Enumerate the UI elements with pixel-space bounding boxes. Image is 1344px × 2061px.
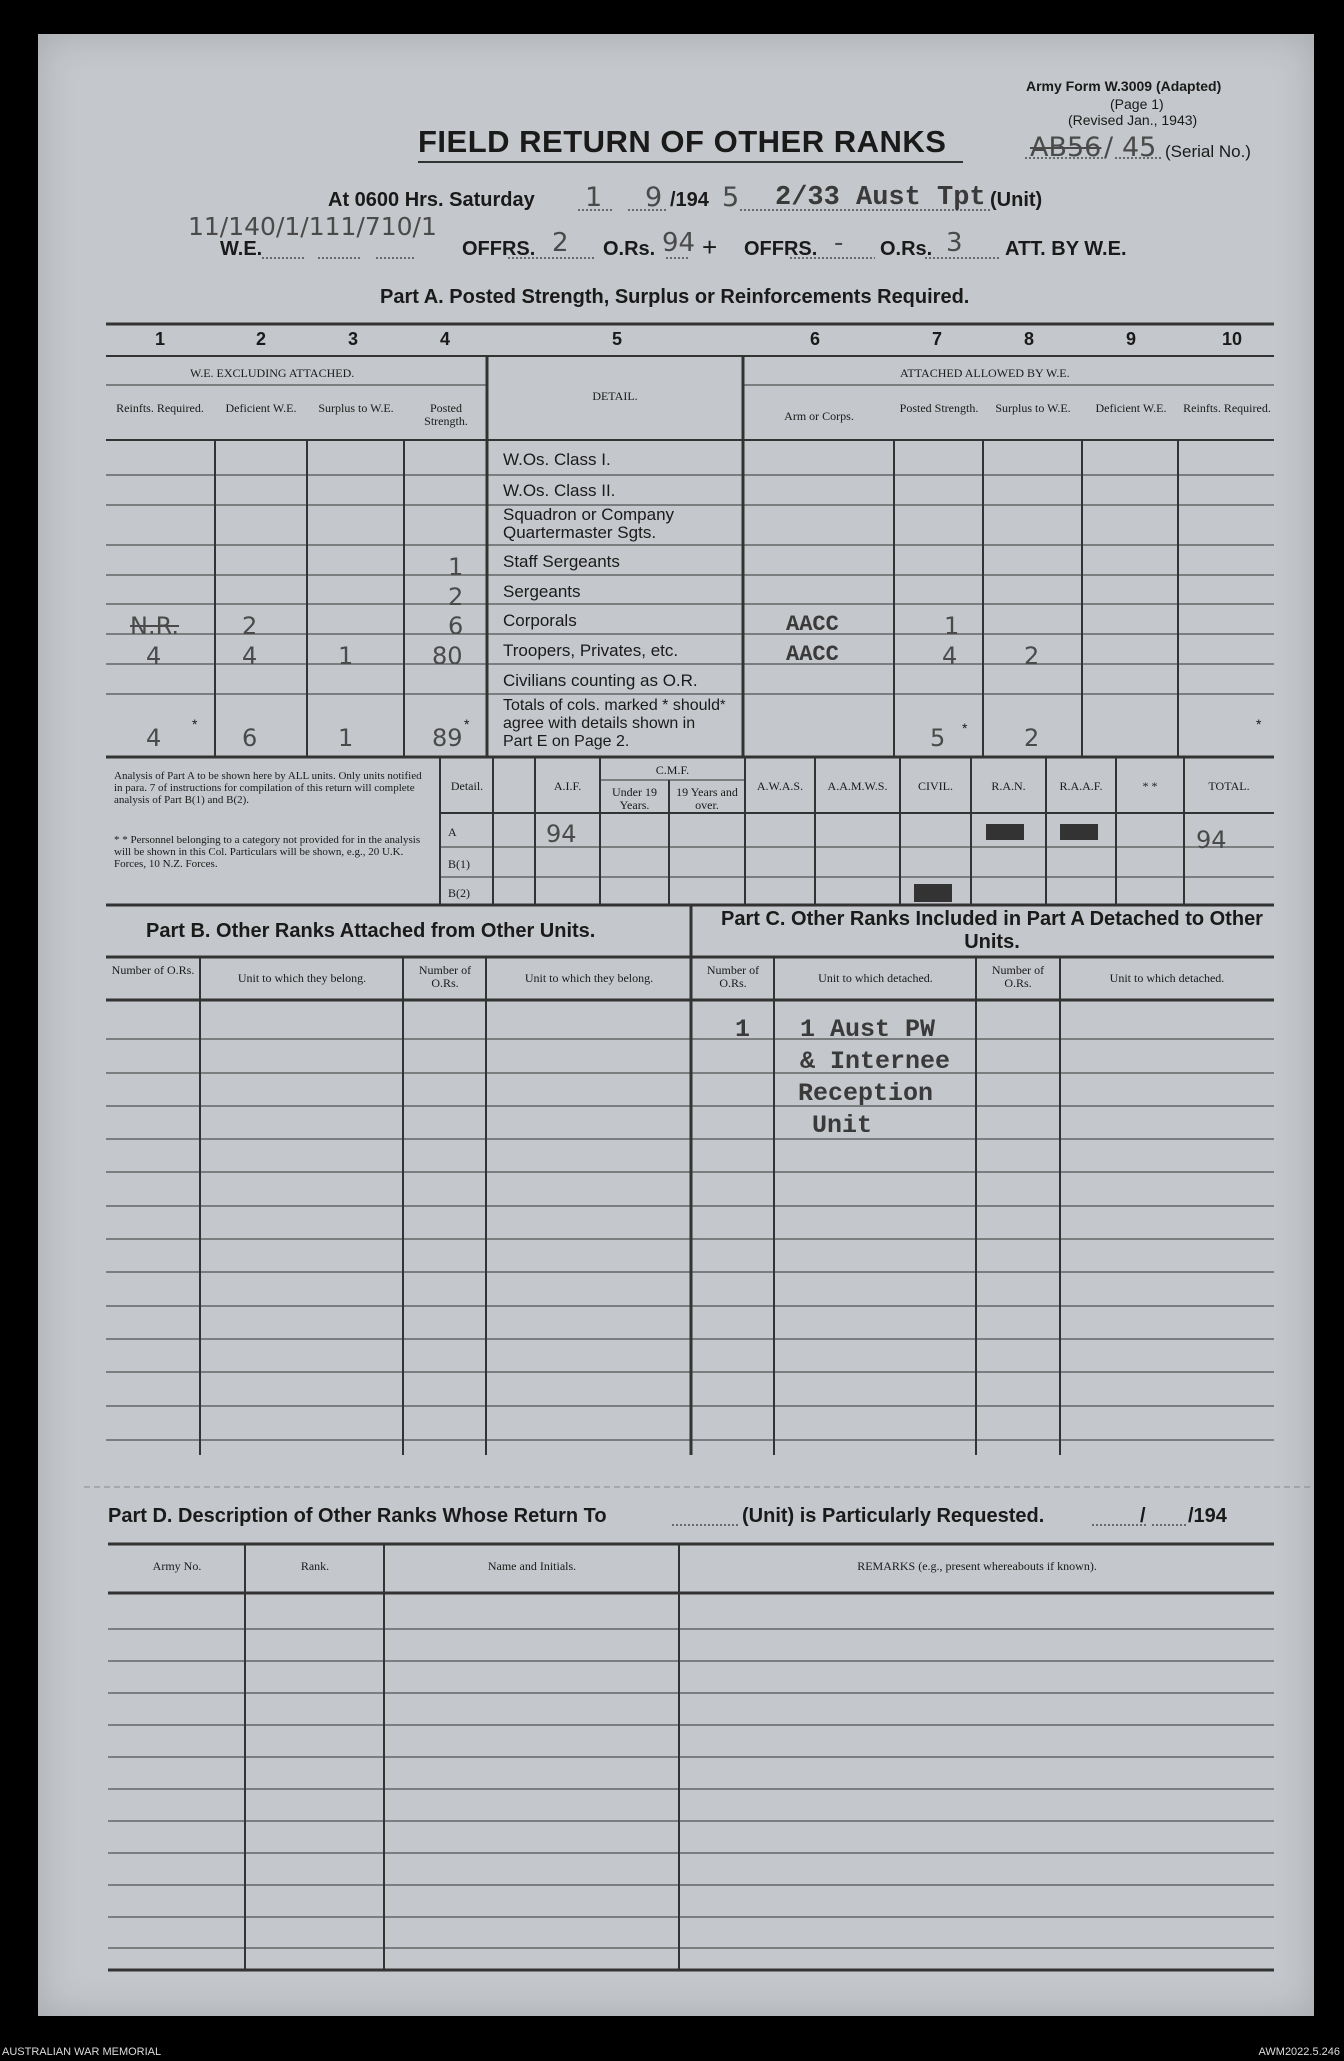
header-detail: DETAIL. — [592, 389, 638, 403]
col-number-6: 6 — [810, 329, 821, 349]
total-reinfts: 4 — [146, 724, 162, 752]
col-number-4: 4 — [440, 329, 451, 349]
col-number-3: 3 — [348, 329, 359, 349]
part-d-header-name: Name and Initials. — [487, 1559, 577, 1573]
date-month: 9 — [645, 182, 663, 213]
footer-accession: AWM2022.5.246 — [1258, 2046, 1340, 2058]
part-c-header-unit-2: Unit to which detached. — [1109, 971, 1225, 985]
ors-label: O.Rs. — [603, 238, 656, 260]
we-label: W.E. — [220, 238, 263, 260]
ors-value: 94 — [662, 228, 696, 258]
part-d-title-sep: / — [1140, 1505, 1146, 1527]
group-header-left: W.E. EXCLUDING ATTACHED. — [190, 366, 355, 380]
serial-label: (Serial No.) — [1165, 142, 1251, 161]
pte-surplus: 1 — [338, 642, 354, 670]
detail-staff-sergeants: Staff Sergeants — [503, 552, 620, 571]
analysis-note-2: * * Personnel belonging to a category not provided for in the analysis will be shown in this Col. Particulars will be shown, e.g., 20 U.K. Forces, 10 N.Z. Forces. — [114, 834, 421, 870]
analysis-header-under19: Under 19 Years. — [612, 785, 657, 812]
redaction-mark-ran — [986, 824, 1024, 840]
date-year-digit: 5 — [722, 182, 740, 213]
date-day: 1 — [585, 182, 603, 213]
redaction-mark-civil — [914, 884, 952, 902]
staff-sgt-posted: 1 — [448, 553, 464, 581]
part-c-entry-number: 1 — [735, 1015, 751, 1044]
part-a-title: Part A. Posted Strength, Surplus or Reinforcements Required. — [380, 286, 970, 308]
total-deficient: 6 — [242, 724, 258, 752]
part-d-title-unit: (Unit) is Particularly Requested. — [742, 1505, 1045, 1527]
col-number-9: 9 — [1126, 329, 1137, 349]
part-b-header-unit-1: Unit to which they belong. — [237, 971, 367, 985]
analysis-row-b2: B(2) — [448, 886, 470, 900]
star-marker-col4: * — [464, 716, 470, 732]
serial-separator: / — [1104, 132, 1114, 163]
redaction-mark-raaf — [1060, 824, 1098, 840]
offrs-label: OFFRS. — [462, 238, 536, 260]
analysis-aif-a: 94 — [546, 820, 577, 848]
analysis-header-cmf: C.M.F. — [655, 763, 690, 777]
part-d-header-army-no: Army No. — [152, 1559, 202, 1573]
detail-troopers: Troopers, Privates, etc. — [503, 641, 679, 660]
unit-label: (Unit) — [990, 189, 1043, 211]
form-ref-line1: Army Form W.3009 (Adapted) — [1026, 78, 1222, 94]
pte-att-surplus: 2 — [1024, 642, 1040, 670]
header-arm-corps: Arm or Corps. — [784, 409, 854, 423]
col-number-5: 5 — [612, 329, 623, 349]
header-att-surplus: Surplus to W.E. — [995, 401, 1071, 415]
star-marker-col10: * — [1256, 716, 1262, 732]
detail-cqms: Squadron or Company Quartermaster Sgts. — [503, 505, 675, 542]
analysis-row-a: A — [448, 825, 457, 839]
col-number-1: 1 — [155, 329, 166, 349]
col-number-2: 2 — [256, 329, 267, 349]
serial-number: AB56 — [1030, 132, 1102, 163]
total-att-surplus: 2 — [1024, 724, 1040, 752]
header-posted-strength: Posted Strength. — [424, 401, 468, 428]
plus-sign: + — [702, 232, 718, 262]
header-deficient-we: Deficient W.E. — [225, 401, 297, 415]
pte-reinfts: 4 — [146, 642, 162, 670]
header-att-reinfts: Reinfts. Required. — [1183, 401, 1271, 415]
analysis-header-raaf: R.A.A.F. — [1059, 779, 1103, 793]
part-d-title-year: /194 — [1188, 1505, 1227, 1527]
cpl-arm-corps: AACC — [786, 612, 839, 637]
sgt-posted: 2 — [448, 583, 464, 611]
col-number-10: 10 — [1222, 329, 1243, 349]
cpl-att-posted: 1 — [944, 612, 960, 640]
analysis-total-a: 94 — [1196, 826, 1227, 854]
analysis-row-b1: B(1) — [448, 857, 470, 871]
total-surplus: 1 — [338, 724, 354, 752]
header-att-deficient: Deficient W.E. — [1095, 401, 1167, 415]
detail-totals: Totals of cols. marked * should agree with details shown in Part E on Page 2. — [503, 697, 720, 750]
detail-civilians: Civilians counting as O.R. — [503, 671, 698, 690]
col-number-8: 8 — [1024, 329, 1035, 349]
star-marker-col7: * — [962, 720, 968, 736]
part-b-header-unit-2: Unit to which they belong. — [524, 971, 654, 985]
offrs2-label: OFFRS. — [744, 238, 818, 260]
cpl-posted: 6 — [448, 612, 464, 640]
pte-posted: 80 — [432, 642, 463, 670]
detail-wo-class-2: W.Os. Class II. — [503, 481, 616, 500]
analysis-header-other: * * — [1142, 779, 1158, 793]
part-c-entry-line4: Unit — [812, 1111, 873, 1140]
part-b-title: Part B. Other Ranks Attached from Other Units. — [146, 920, 596, 942]
pte-att-posted: 4 — [942, 642, 958, 670]
ors2-value: 3 — [946, 228, 963, 258]
we-handwritten: 11/140/1/111/710/1 — [188, 212, 437, 241]
analysis-note-1: Analysis of Part A to be shown here by ALL units. Only units notified in para. 7 of instructions for compilation of this return will complete analysis of Part B(1) and B(2). — [114, 770, 422, 806]
pte-deficient: 4 — [242, 642, 258, 670]
att-label: ATT. BY W.E. — [1005, 238, 1127, 260]
part-c-header-unit-1: Unit to which detached. — [818, 971, 933, 985]
part-c-title: Part C. Other Ranks Included in Part A Detached to Other Units. — [721, 908, 1263, 953]
total-posted: 89 — [432, 724, 463, 752]
footer-credit: AUSTRALIAN WAR MEMORIAL — [2, 2046, 162, 2058]
part-d-title: Part D. Description of Other Ranks Whose Return To — [108, 1505, 607, 1527]
serial-year: 45 — [1122, 132, 1157, 163]
detail-wo-class-1: W.Os. Class I. — [503, 450, 611, 469]
total-att-posted: 5 — [930, 724, 946, 752]
detail-corporals: Corporals — [503, 611, 577, 630]
header-surplus-we: Surplus to W.E. — [318, 401, 394, 415]
star-marker-col1: * — [192, 716, 198, 732]
part-b-header-number-2: Number of O.Rs. — [418, 963, 472, 990]
ors2-label: O.Rs. — [880, 238, 933, 260]
date-year-prefix: /194 — [670, 189, 709, 211]
analysis-header-19plus: 19 Years and over. — [676, 785, 738, 812]
cpl-deficient: 2 — [242, 612, 258, 640]
analysis-header-awas: A.W.A.S. — [756, 779, 804, 793]
group-header-right: ATTACHED ALLOWED BY W.E. — [900, 366, 1070, 380]
detail-sergeants: Sergeants — [503, 582, 581, 601]
part-b-header-number-1: Number of O.Rs. — [111, 963, 195, 977]
part-c-header-number-1: Number of O.Rs. — [706, 963, 760, 990]
analysis-header-civil: CIVIL. — [918, 779, 953, 793]
star-marker-detail: * — [720, 696, 726, 712]
offrs2-value: - — [834, 228, 844, 258]
part-c-entry-line2: & Internee — [800, 1047, 951, 1076]
analysis-header-total: TOTAL. — [1208, 779, 1250, 793]
cpl-reinfts: N.R. — [130, 612, 180, 640]
page-title: FIELD RETURN OF OTHER RANKS — [418, 124, 947, 159]
part-c-entry-line3: Reception — [798, 1079, 934, 1108]
pte-arm-corps: AACC — [786, 642, 839, 667]
part-c-entry-line1: 1 Aust PW — [800, 1015, 936, 1044]
part-d-header-rank: Rank. — [300, 1559, 330, 1573]
col-number-7: 7 — [932, 329, 943, 349]
part-c-header-number-2: Number of O.Rs. — [991, 963, 1045, 990]
analysis-header-detail: Detail. — [450, 779, 484, 793]
header-att-posted: Posted Strength. — [899, 401, 979, 415]
analysis-header-aamws: A.A.M.W.S. — [827, 779, 888, 793]
part-d-header-remarks: REMARKS (e.g., present whereabouts if known). — [857, 1559, 1097, 1573]
analysis-header-aif: A.I.F. — [553, 779, 582, 793]
analysis-header-ran: R.A.N. — [991, 779, 1026, 793]
offrs-value: 2 — [552, 228, 569, 258]
form-ref-line2: (Page 1) — [1110, 96, 1164, 112]
header-reinfts-required: Reinfts. Required. — [116, 401, 204, 415]
form-ref-line3: (Revised Jan., 1943) — [1068, 112, 1198, 128]
at-time-label: At 0600 Hrs. Saturday — [328, 189, 535, 211]
unit-name: 2/33 Aust Tpt — [775, 183, 986, 213]
